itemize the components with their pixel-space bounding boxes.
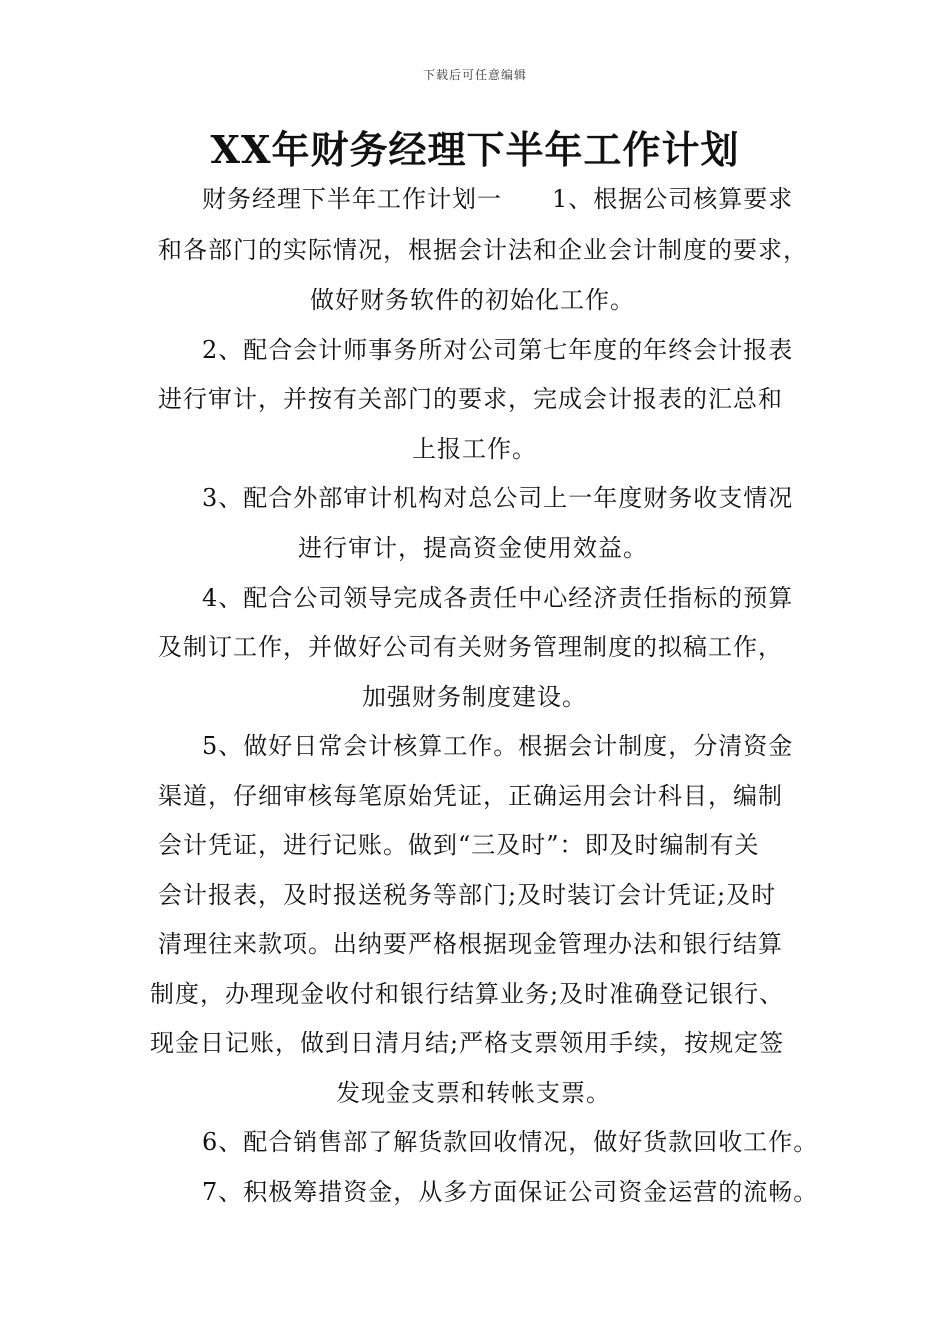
body-line: 做好财务软件的初始化工作。 (310, 286, 635, 314)
body-line: 及制订工作，并做好公司有关财务管理制度的拟稿工作， (158, 633, 783, 661)
body-line: 财务经理下半年工作计划一 1、根据公司核算要求 (202, 185, 794, 213)
body-line: 加强财务制度建设。 (362, 683, 587, 711)
body-line: 上报工作。 (412, 435, 537, 463)
body-line: 4、配合公司领导完成各责任中心经济责任指标的预算 (202, 584, 794, 612)
body-line: 和各部门的实际情况，根据会计法和企业会计制度的要求， (158, 236, 808, 264)
body-line: 发现金支票和转帐支票。 (336, 1079, 611, 1107)
body-line: 会计报表，及时报送税务等部门;及时装订会计凭证;及时 (158, 881, 777, 909)
body-line: 现金日记账，做到日清月结;严格支票领用手续，按规定签 (150, 1029, 785, 1057)
body-line: 渠道，仔细审核每笔原始凭证，正确运用会计科目，编制 (158, 782, 783, 810)
body-line: 进行审计，提高资金使用效益。 (298, 534, 648, 562)
body-line: 6、配合销售部了解货款回收情况，做好货款回收工作。 (202, 1128, 819, 1156)
body-line: 3、配合外部审计机构对总公司上一年度财务收支情况 (202, 484, 794, 512)
body-line: 进行审计，并按有关部门的要求，完成会计报表的汇总和 (158, 385, 783, 413)
body-line: 制度，办理现金收付和银行结算业务;及时准确登记银行、 (150, 980, 785, 1008)
body-line: 2、配合会计师事务所对公司第七年度的年终会计报表 (202, 336, 794, 364)
document-title: XX年财务经理下半年工作计划 (210, 127, 740, 172)
body-line: 会计凭证，进行记账。做到“三及时”：即及时编制有关 (158, 831, 760, 859)
body-line: 清理往来款项。出纳要严格根据现金管理办法和银行结算 (158, 930, 783, 958)
body-line: 5、做好日常会计核算工作。根据会计制度，分清资金 (202, 732, 794, 760)
header-note: 下载后可任意编辑 (422, 68, 527, 82)
body-line: 7、积极筹措资金，从多方面保证公司资金运营的流畅。 (202, 1178, 819, 1206)
